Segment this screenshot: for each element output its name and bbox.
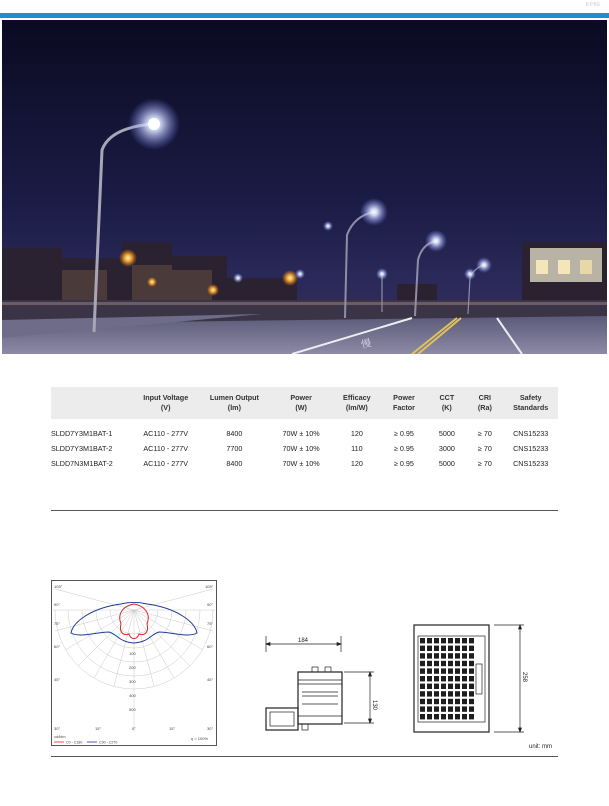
led-module — [448, 699, 453, 704]
led-module — [455, 684, 460, 689]
led-module — [448, 661, 453, 666]
led-module — [462, 661, 467, 666]
angle-label: 105° — [54, 584, 63, 589]
svg-text:慢: 慢 — [360, 338, 373, 351]
led-module — [441, 653, 446, 658]
table-row — [51, 456, 558, 471]
led-module — [420, 676, 425, 681]
led-module — [455, 653, 460, 658]
led-module — [427, 646, 432, 651]
header-lumen-output: Lumen Output (lm) — [200, 387, 269, 419]
led-module — [448, 676, 453, 681]
angle-label: 45° — [207, 677, 214, 682]
led-module — [448, 646, 453, 651]
led-module — [455, 661, 460, 666]
front-view-drawing — [410, 620, 540, 735]
cell-power: 70W ± 10% — [282, 444, 320, 453]
table-row — [51, 426, 558, 441]
led-module — [441, 646, 446, 651]
cell-input-voltage: AC110 - 277V — [143, 444, 188, 453]
led-module — [469, 668, 474, 673]
led-module — [448, 714, 453, 719]
led-module — [448, 638, 453, 643]
angle-label: 60° — [54, 644, 61, 649]
led-module — [434, 661, 439, 666]
unit-label: cd/klm — [54, 734, 66, 739]
led-module — [427, 661, 432, 666]
cell-cri: ≥ 70 — [477, 444, 492, 453]
spec-table — [51, 387, 558, 471]
led-module — [462, 706, 467, 711]
led-module — [434, 706, 439, 711]
table-row — [51, 441, 558, 456]
led-module — [420, 646, 425, 651]
led-module — [469, 653, 474, 658]
header-efficacy: Efficacy (lm/W) — [333, 387, 381, 419]
led-module — [420, 706, 425, 711]
led-module — [469, 706, 474, 711]
led-module — [455, 691, 460, 696]
led-module — [469, 646, 474, 651]
spec-table-header — [51, 387, 558, 419]
cell-lumen-output: 7700 — [226, 444, 243, 453]
led-module — [427, 699, 432, 704]
led-module — [469, 638, 474, 643]
cell-safety-standards: CNS15233 — [513, 429, 549, 438]
table-spacer — [51, 419, 558, 426]
cell-cct: 3000 — [438, 444, 455, 453]
cell-power-factor: ≥ 0.95 — [393, 459, 414, 468]
led-module — [455, 638, 460, 643]
led-module — [420, 661, 425, 666]
legend-c90-c270: C90 - C270 — [99, 740, 118, 745]
led-module — [469, 684, 474, 689]
angle-label: 75° — [54, 621, 61, 626]
cell-efficacy: 120 — [350, 429, 363, 438]
led-module — [420, 638, 425, 643]
led-module — [455, 699, 460, 704]
led-module — [427, 684, 432, 689]
cell-lumen-output: 8400 — [226, 459, 243, 468]
radial-label: 200 — [129, 665, 136, 670]
led-module — [434, 684, 439, 689]
cell-power-factor: ≥ 0.95 — [393, 429, 414, 438]
led-module — [441, 714, 446, 719]
header-safety-standards: Safety Standards — [503, 387, 558, 419]
cell-model: SLDD7Y3M1BAT-2 — [51, 444, 113, 453]
led-module — [441, 676, 446, 681]
header-power: Power (W) — [269, 387, 333, 419]
top-bar — [0, 0, 609, 12]
led-module — [462, 676, 467, 681]
led-module — [455, 714, 460, 719]
led-module — [441, 684, 446, 689]
cell-cri: ≥ 70 — [477, 429, 492, 438]
led-module — [441, 668, 446, 673]
led-module — [434, 714, 439, 719]
led-module — [441, 661, 446, 666]
led-module — [420, 653, 425, 658]
led-module — [455, 646, 460, 651]
led-module — [427, 706, 432, 711]
header-power-factor: Power Factor — [381, 387, 428, 419]
street-light-photo — [2, 20, 607, 354]
led-module — [434, 691, 439, 696]
section-divider — [51, 510, 558, 511]
led-module — [427, 676, 432, 681]
led-module — [434, 668, 439, 673]
led-module — [448, 668, 453, 673]
angle-label: 30° — [54, 726, 61, 731]
led-module — [427, 653, 432, 658]
led-module — [434, 653, 439, 658]
angle-label: 105° — [205, 584, 214, 589]
led-module — [462, 653, 467, 658]
height-dimension: 258 — [521, 672, 527, 683]
led-module — [427, 714, 432, 719]
led-module — [448, 684, 453, 689]
cell-model: SLDD7Y3M1BAT-1 — [51, 429, 113, 438]
led-module — [441, 699, 446, 704]
ratio-label: η = 100% — [191, 736, 209, 741]
led-module — [462, 699, 467, 704]
led-array — [420, 638, 474, 719]
led-module — [469, 676, 474, 681]
side-view-drawing — [262, 630, 382, 740]
led-module — [441, 706, 446, 711]
cell-efficacy: 110 — [351, 444, 363, 453]
angle-label: 75° — [207, 621, 214, 626]
unit-label: unit: mm — [529, 744, 553, 750]
cell-power: 70W ± 10% — [282, 429, 320, 438]
angle-label: 30° — [207, 726, 214, 731]
led-module — [420, 684, 425, 689]
polar-diagram — [51, 580, 217, 746]
light-distribution-chart — [51, 580, 217, 746]
led-module — [455, 668, 460, 673]
led-module — [462, 646, 467, 651]
header-model — [51, 387, 132, 419]
cell-safety-standards: CNS15233 — [513, 459, 549, 468]
led-module — [455, 676, 460, 681]
cell-lumen-output: 8400 — [226, 429, 243, 438]
led-module — [448, 691, 453, 696]
led-module — [420, 714, 425, 719]
legend-c0-c180: C0 - C180 — [66, 740, 83, 745]
cell-power-factor: ≥ 0.95 — [393, 444, 414, 453]
led-module — [420, 668, 425, 673]
led-module — [420, 691, 425, 696]
header-cri: CRI (Ra) — [466, 387, 503, 419]
angle-label: 90° — [207, 602, 214, 607]
led-module — [434, 699, 439, 704]
led-module — [469, 714, 474, 719]
radial-label: 300 — [129, 679, 136, 684]
width-dimension: 184 — [298, 638, 309, 644]
cell-safety-standards: CNS15233 — [513, 444, 549, 453]
led-module — [427, 668, 432, 673]
led-module — [434, 676, 439, 681]
header-cct: CCT (K) — [427, 387, 466, 419]
led-module — [420, 699, 425, 704]
cell-cct: 5000 — [438, 459, 455, 468]
cell-efficacy: 120 — [350, 459, 363, 468]
led-module — [469, 661, 474, 666]
led-module — [462, 668, 467, 673]
height-dimension: 130 — [371, 700, 377, 711]
led-module — [462, 684, 467, 689]
led-module — [469, 691, 474, 696]
angle-label: 15° — [95, 726, 102, 731]
led-module — [462, 638, 467, 643]
cell-model: SLDD7N3M1BAT-2 — [51, 459, 113, 468]
cell-cri: ≥ 70 — [477, 459, 492, 468]
radial-label: 100 — [129, 651, 136, 656]
led-module — [434, 638, 439, 643]
led-module — [427, 691, 432, 696]
led-module — [448, 653, 453, 658]
led-module — [427, 638, 432, 643]
led-module — [441, 638, 446, 643]
angle-label: 0° — [132, 726, 136, 731]
cell-input-voltage: AC110 - 277V — [143, 459, 188, 468]
led-module — [462, 714, 467, 719]
angle-label: 15° — [169, 726, 176, 731]
radial-label: 500 — [129, 707, 136, 712]
led-module — [469, 699, 474, 704]
angle-label: 45° — [54, 677, 61, 682]
cell-input-voltage: AC110 - 277V — [143, 429, 188, 438]
led-module — [455, 706, 460, 711]
cell-power: 70W ± 10% — [282, 459, 320, 468]
header-input-voltage: Input Voltage (V) — [132, 387, 200, 419]
led-module — [441, 691, 446, 696]
cell-cct: 5000 — [438, 429, 455, 438]
angle-label: 60° — [207, 644, 214, 649]
accent-stripe — [0, 13, 609, 18]
page-code: KPBE — [585, 2, 601, 8]
led-module — [448, 706, 453, 711]
led-module — [434, 646, 439, 651]
bottom-divider — [51, 756, 558, 757]
led-module — [462, 691, 467, 696]
angle-label: 90° — [54, 602, 61, 607]
radial-label: 400 — [129, 693, 136, 698]
